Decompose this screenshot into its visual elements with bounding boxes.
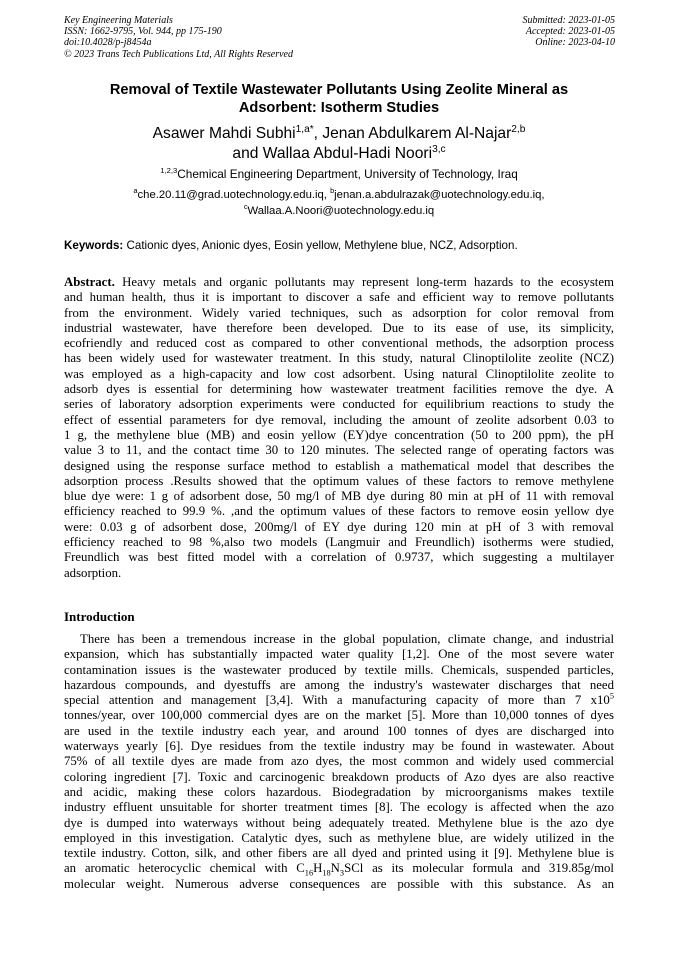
intro-line: expansion, which has substantially impacted water quality [1,2]. One of the most severe water bbox=[64, 647, 614, 662]
abstract-line: efficiency reached to 98 %,also two models (Langmuir and Freundlich) isotherms were studied, bbox=[64, 535, 614, 550]
email-line-1 bbox=[64, 188, 614, 204]
intro-line: are used in the textile industry each year, and around 100 tonnes of dyes are discharged into bbox=[64, 723, 614, 738]
intro-line: special attention and management [3,4]. With a manufacturing capacity of more than 7 $x10^5$ bbox=[64, 691, 614, 708]
abstract-line: has been widely used for wastewater treatment. In this study, natural Clinoptilolite zeolite (NCZ) bbox=[64, 351, 614, 366]
journal-issn: ISSN: 1662-9795, Vol. 944, pp 175-190 bbox=[64, 26, 222, 38]
submitted-date: Submitted: 2023-01-05 bbox=[522, 15, 615, 26]
intro-line: waterways yearly [6]. Dye residues from the textile industry may be found in wastewater. About bbox=[64, 739, 614, 754]
email-c: Wallaa.A.Noori@uotechnology.edu.iq bbox=[247, 204, 435, 217]
author-emails bbox=[64, 188, 614, 219]
intro-line: molecular weight. Numerous adverse consequences are possible with this substance. As an bbox=[64, 876, 614, 891]
intro-line: employed in this investigation. Catalytic dyes, such as methylene blue, are widely utilized in the bbox=[64, 830, 614, 845]
abstract-line: adsorption process .Results showed that the optimum values of these factors to remove methylene bbox=[64, 473, 614, 488]
intro-line: tonnes/year, over 100,000 commercial dyes are on the market [5]. More than 10,000 tonnes of dyes bbox=[64, 708, 614, 723]
keywords-label: Keywords: bbox=[64, 239, 124, 252]
affiliation bbox=[64, 167, 614, 181]
abstract-line: were: 0.03 g of adsorbent dose, 200mg/l of EY dye during 120 min at pH of 3 with removal bbox=[64, 519, 614, 534]
intro-line: dye is dumped into waterways without being adequately treated. Methylene blue is the azo dye bbox=[64, 815, 614, 830]
abstract-line: 1 g, the methylene blue (MB) and eosin yellow (EY)dye concentration (50 to 200 ppm), the pH bbox=[64, 427, 614, 442]
intro-line: 75% of all textile dyes are made from azo dyes, the most common and widely used commercial bbox=[64, 754, 614, 769]
author-3-affiliation: 3,c bbox=[432, 143, 446, 155]
abstract-line: industrial wastewater, have therefore been developed. Due to its ease of use, its simplicity, bbox=[64, 320, 614, 335]
abstract-line: series of laboratory adsorption experiments were conducted for equilibrium reactions to study the bbox=[64, 397, 614, 412]
abstract-label: Abstract. bbox=[64, 275, 115, 289]
author-line-1 bbox=[64, 124, 614, 144]
abstract-line: blue dye were: 1 g of adsorbent dose, 50 mg/l of MB dye during 80 min at pH of 11 with removal bbox=[64, 489, 614, 504]
title-line-1: Removal of Textile Wastewater Pollutants Using Zeolite Mineral as bbox=[109, 82, 569, 98]
intro-line: hazardous compounds, and dyestuffs are among the industry's wastewater discharges that need bbox=[64, 677, 614, 692]
abstract-line: ecofriendly and reduced cost as compared to other conventional methods, the adsorption process bbox=[64, 336, 614, 351]
abstract-line: and human health, thus it is important to discover a safe and efficient way to remove pollutants bbox=[64, 290, 614, 305]
keywords bbox=[64, 239, 616, 253]
author-3: and Wallaa Abdul-Hadi Noori bbox=[232, 144, 433, 162]
copyright-notice: © 2023 Trans Tech Publications Ltd, All Rights Reserved bbox=[64, 48, 293, 60]
paper-title bbox=[64, 81, 614, 117]
accepted-date: Accepted: 2023-01-05 bbox=[525, 26, 615, 38]
email-a: che.20.11@grad.uotechnology.edu.iq, bbox=[137, 189, 331, 201]
author-2: , Jenan Abdulkarem Al-Najar bbox=[313, 125, 512, 142]
section-heading-introduction: Introduction bbox=[64, 609, 135, 624]
abstract-line: value 3 to 11, and the contact time 30 to 120 minutes. The selected range of operating factors was bbox=[64, 443, 614, 458]
keywords-text: Cationic dyes, Anionic dyes, Eosin yellow, Methylene blue, NCZ, Adsorption. bbox=[123, 239, 518, 252]
intro-line: industry effluent unsuitable for shorter treatment times [8]. The ecology is affected when the azo bbox=[64, 800, 614, 815]
affiliation-marker: 1,2,3 bbox=[160, 166, 178, 176]
intro-line: an aromatic heterocyclic chemical with $C_{16}H_{18}N_3SCl$ as its molecular formula and 319.85g/mol bbox=[64, 861, 614, 878]
email-b: jenan.a.abdulrazak@uotechnology.edu.iq, bbox=[334, 189, 545, 201]
abstract-line: was employed as a high-capacity and low cost adsorbent. Using natural Clinoptilolite zeolite to bbox=[64, 366, 614, 381]
email-a-marker: a bbox=[133, 186, 138, 196]
email-c-marker: c bbox=[243, 201, 248, 211]
intro-line: and acidic, making these colors hazardous. Biodegradation by microorganisms makes textile bbox=[64, 784, 614, 799]
abstract-line: efficiency reached to 99.9 %. ,and the optimum values of these factors to remove eosin yellow dye bbox=[64, 504, 614, 519]
journal-name: Key Engineering Materials bbox=[64, 15, 173, 26]
journal-info bbox=[64, 15, 293, 60]
intro-line: textile industry. Cotton, silk, and other fibers are all dyed and printed using it [9]. Methylene blue is bbox=[64, 846, 614, 861]
abstract-line: designed using the response surface method to establish a mathematical model that describes the bbox=[64, 458, 614, 473]
abstract-line: from the environment. Widely varied techniques, such as adsorption for color removal from bbox=[64, 305, 614, 320]
abstract-line: Freundlich was best fitted model with a correlation of 0.9737, which suggesting a multilayer bbox=[64, 550, 614, 565]
online-date: Online: 2023-04-10 bbox=[535, 37, 615, 49]
abstract-line: adsorb dyes is essential for determining how wastewater treatment facilities remove the dye. A bbox=[64, 382, 614, 397]
author-2-affiliation: 2,b bbox=[511, 123, 526, 135]
introduction-body bbox=[64, 632, 614, 892]
abstract-line: Abstract. Heavy metals and organic pollutants may represent long-term hazards to the ecosystem bbox=[64, 275, 614, 289]
author-1: Asawer Mahdi Subhi bbox=[152, 125, 296, 142]
affiliation-text: Chemical Engineering Department, University of Technology, Iraq bbox=[177, 167, 518, 181]
intro-line: There has been a tremendous increase in the global population, climate change, and industrial bbox=[80, 632, 614, 646]
email-b-marker: b bbox=[330, 186, 335, 196]
author-line-2 bbox=[64, 144, 614, 164]
author-1-affiliation: 1,a* bbox=[295, 123, 314, 135]
email-line-2 bbox=[64, 201, 614, 220]
title-line-2: Adsorbent: Isotherm Studies bbox=[238, 100, 440, 116]
abstract-line: effect of essential parameters for dye removal, including the amount of zeolite adsorbent 0.03 to bbox=[64, 412, 614, 427]
journal-doi: doi:10.4028/p-j8454a bbox=[64, 37, 152, 49]
publication-dates bbox=[523, 15, 616, 49]
abstract bbox=[64, 275, 614, 581]
intro-line: coloring ingredient [7]. Toxic and carcinogenic breakdown products of Azo dyes are also reactive bbox=[64, 769, 614, 784]
author-list bbox=[64, 124, 614, 163]
abstract-line: adsorption. bbox=[64, 565, 122, 580]
intro-line: contamination issues is the wastewater produced by textile mills. Chemicals, suspended particles, bbox=[64, 662, 614, 677]
